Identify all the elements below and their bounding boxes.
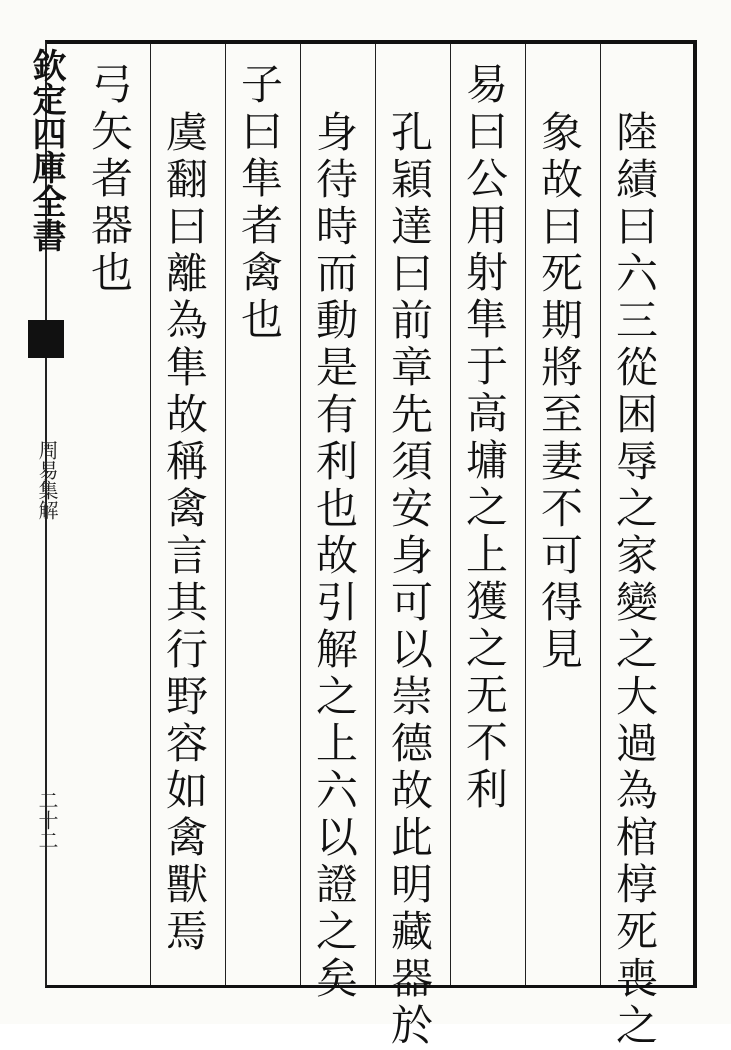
column-divider — [600, 44, 601, 985]
column-divider — [150, 44, 151, 985]
column-divider — [375, 44, 376, 985]
column-divider — [225, 44, 226, 985]
column-divider — [300, 44, 301, 985]
text-column-3: 易曰公用射隼于高墉之上獲之无不利 — [460, 62, 509, 814]
text-column-2: 象故曰死期將至妻不可得見 — [535, 110, 584, 674]
text-column-8: 弓矢者器也 — [85, 62, 134, 297]
text-column-7: 虞翻曰離為隼故稱禽言其行野容如禽獸焉 — [160, 110, 209, 956]
text-column-6: 子曰隼者禽也 — [235, 62, 284, 344]
margin-book-name: 周易集解 — [35, 440, 59, 520]
text-column-1: 陸績曰六三從困辱之家變之大過為棺椁死喪之 — [610, 110, 659, 1050]
column-divider — [525, 44, 526, 985]
margin-fish-tail-mark — [28, 320, 64, 358]
text-column-5: 身待時而動是有利也故引解之上六以證之矣 — [310, 110, 359, 1003]
margin-title: 欽定四庫全書 — [26, 48, 66, 252]
margin-page-number: 二十二 — [35, 790, 59, 850]
column-divider — [450, 44, 451, 985]
text-column-4: 孔穎達曰前章先須安身可以崇德故此明藏器於 — [385, 110, 434, 1050]
